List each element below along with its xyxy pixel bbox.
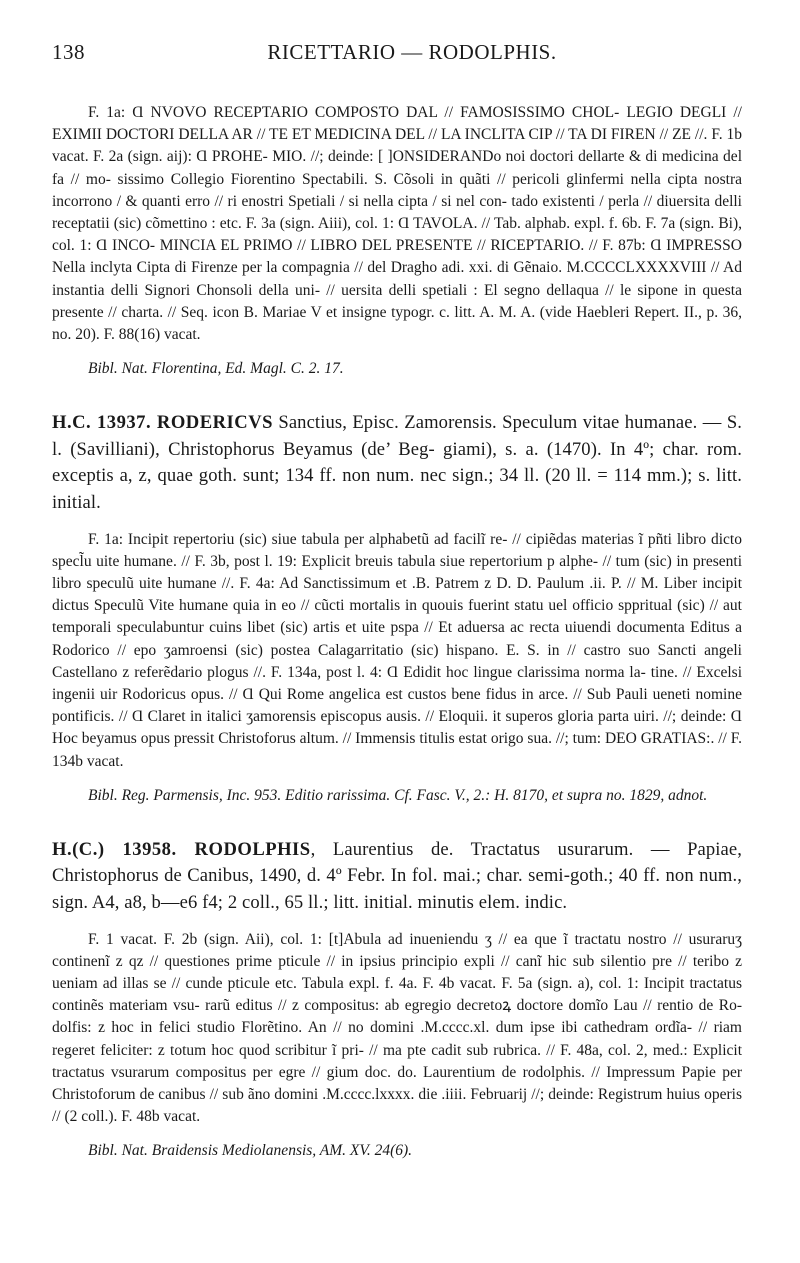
page-number: 138 — [52, 40, 85, 64]
entry-hc-13958 — [52, 837, 742, 917]
library-location-parmensis: Bibl. Reg. Parmensis, Inc. 953. Editio rarissima. Cf. Fasc. V., 2.: H. 8170, et supra no. 1829, adnot. — [88, 786, 708, 804]
entry-heading: H.C. 13937. RODERICVS — [52, 412, 273, 434]
body-text — [52, 102, 742, 1162]
library-location-braidensis: Bibl. Nat. Braidensis Mediolanensis, AM. XV. 24(6). — [88, 1142, 413, 1160]
entry-description: Sanctius, Episc. Zamorensis. Speculum vitae humanae. — S. l. (Savilliani), Christophorus Beyamus (de’ Beg- giami), s. a. (1470). In 4º; char. rom. exceptis a, z, quae goth. sunt; 134 ff. non num. nec sign.; 34 ll. (20 ll. = 114 mm.); s. litt. initial. — [52, 412, 743, 514]
running-title: RICETTARIO — RODOLPHIS. — [267, 40, 557, 64]
collation-note-receptario: F. 1a: Ɑ NVOVO RECEPTARIO COMPOSTO DAL // FAMOSISSIMO CHOL- LEGIO DEGLI // EXIMII DOCTORI DELLA AR // TE ET MEDICINA DEL // LA INCLITA CIP // TA DI FIREN // ZE //. F. 1b vacat. F. 2a (sign. aij): Ɑ PROHE- MIO. //; deinde: [ ]ONSIDERANDo noi doctori dellarte & di medicina del fa // mo- sissimo Collegio Fiorentino Spectabili. S. Cõsoli in quãti // pericoli glinfermi nella cipta nostra incorrono / & quanti erro // ri enostri Spetiali / si nella cipta / si nel con- tado existenti / perla // diuersita delli receptatii (sic) cõmettino : etc. F. 3a (sign. Aiii), col. 1: Ɑ TAVOLA. // Tab. alphab. expl. f. 6b. F. 7a (sign. Bi), col. 1: Ɑ INCO- MINCIA EL PRIMO // LIBRO DEL PRESENTE // RICEPTARIO. // F. 87b: Ɑ IMPRESSO Nella inclyta Cipta di Firenze per la compagnia // del Dragho adi. xxi. di Gẽnaio. M.CCCCLXXXXVIII // Ad instantia delli Signori Chonsoli della uni- // uersita delli spetiali : El segno dellaqua // le sipone in questa presente // charta. // Seq. icon B. Mariae V et insigne typogr. c. litt. A. M. A. (vide Haebleri Repert. II., p. 36, no. 20). F. 88(16) vacat. — [52, 104, 742, 344]
collation-note-tractatus: F. 1 vacat. F. 2b (sign. Aii), col. 1: [t]Abula ad inueniendu ʒ // ea que ĩ tractatu nostro // usuraruʒ continenĩ z qz // questiones prime pticule // in ipsius principio expli // canĩ hic sub silentio pre // teribo z ueniam ad illas se // cunde pticule etc. Tabula expl. f. 4a. F. 4b vacat. F. 5a (sign. a), col. 1: Incipit tractatus continẽs materiam vsu- rarũ editus // z compositus: ab egregio decretoꝝ doctore domĩo Lau // rentio de Ro- dolfis: z hoc in felici studio Florẽtino. An // no domini .M.cccc.xl. dum ipse ibi cathedram ordĩa- // riam regeret feliciter: z totum hoc quod scribitur ĩ pri- // ma pte cadit sub rubrica. // F. 48a, col. 2, med.: Explicit tractatus vsurarum compositus per egre // gium doc. do. Laurentium de rodolphis. // Impressum Papie per Christoforum de canibus // sub ãno domini .M.cccc.lxxxx. die .iiii. Februarij //; deinde: Registrum huius operis // (2 coll.). F. 48b vacat. — [52, 930, 742, 1126]
entry-hc-13937 — [52, 410, 742, 516]
library-location-florentina: Bibl. Nat. Florentina, Ed. Magl. C. 2. 17. — [88, 360, 344, 378]
collation-note-speculum: F. 1a: Incipit repertoriu (sic) siue tabula per alphabetũ ad facilĩ re- // cipiẽdas materias ĩ pñti libro dicto specl̃u uite humane. // F. 3b, post l. 19: Explicit breuis tabula siue repertorium p alphe- // tum (sic) in presenti libro speculũ uite humane //. F. 4a: Ad Sanctissimum et .B. Patrem z D. D. Paulum .ii. P. // M. Liber incipit dictus Speculũ Vite humane quia in eo // cũcti mortalis in quouis fuerint statu uel officio sppritual (sic) // aut temporali speculabuntur cuins libet (sic) artis et uite pspa // Et aduersa ac recta uiuendi documenta Editus a Rodorico // epo ʒamroensi (sic) postea Calagarritatio (sic) hispano. E. S. in // castro suo Sancti angeli Castellano z referẽdario plogus //. F. 134a, post l. 4: Ɑ Edidit hoc lingue clarissima norma la- tine. // Excelsi ingenii uir Rodoricus opus. // Ɑ Qui Rome angelica est custos bene fidus in arce. // Sub Pauli ueneti nomine pontificis. // Ɑ Claret in italici ʒamorensis episcopus ausis. // Eloquii. it superos gloria parta uiri. //; deinde: Ɑ Hoc beyamus opus pressit Christoforus altum. // Immensis titulis estat origo sua. //; tum: DEO GRATIAS:. // F. 134b vacat. — [52, 530, 742, 770]
entry-heading: H.(C.) 13958. RODOLPHIS — [52, 838, 311, 860]
running-head — [52, 40, 742, 74]
entry-description: , Laurentius de. Tractatus usurarum. — Papiae, Christophorus de Canibus, 1490, d. 4º Febr. In fol. mai.; char. semi-goth.; 40 ff. non num., sign. A4, a8, b—e6 f4; 2 coll., 65 ll.; litt. initial. minutis elem. indic. — [52, 838, 742, 914]
